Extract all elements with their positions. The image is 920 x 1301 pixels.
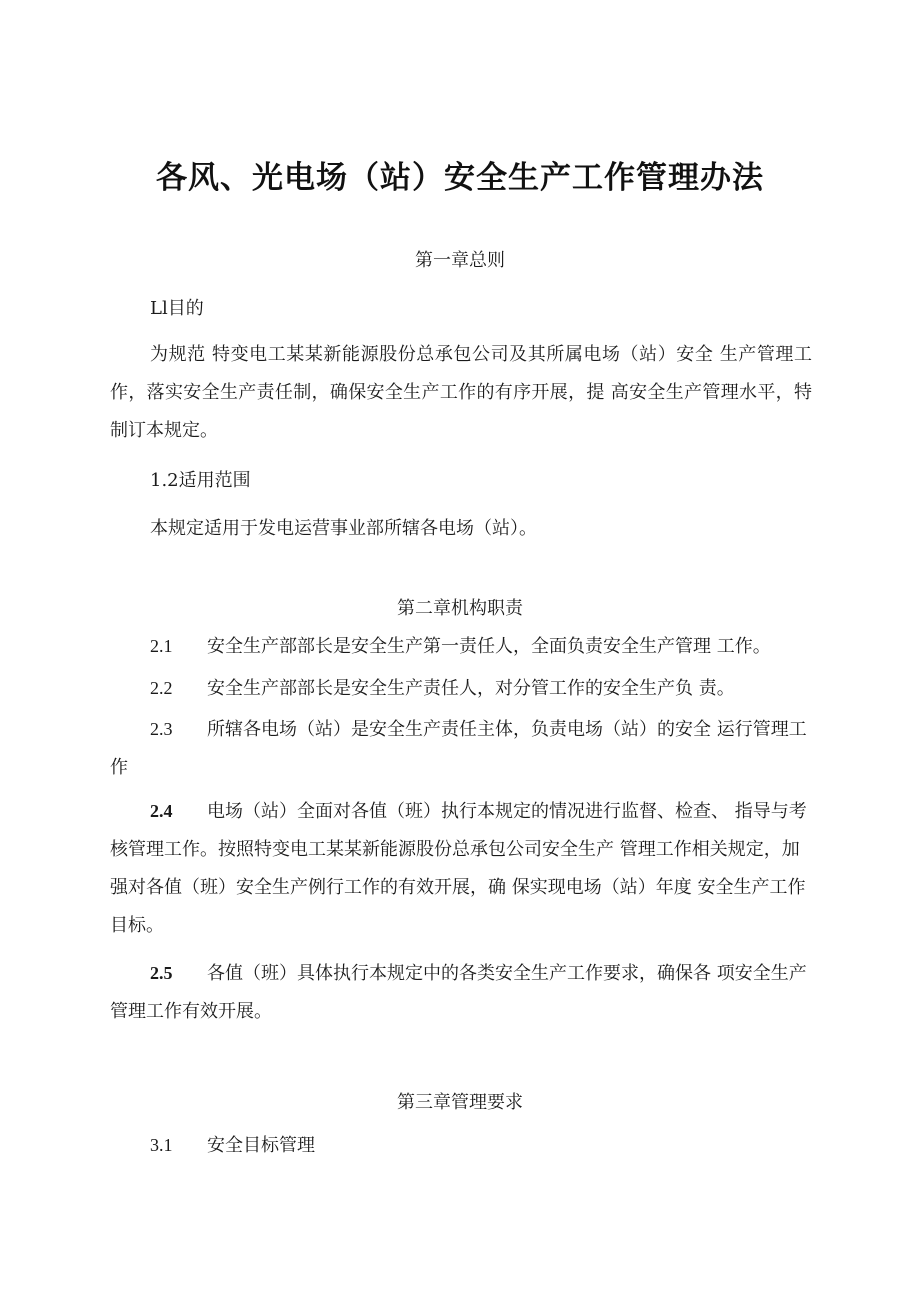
item-text: 安全目标管理 [207,1135,315,1156]
item-number: 2.4 [150,801,173,821]
document-title: 各风、光电场（站）安全生产工作管理办法 [156,160,764,196]
item-2-3 [110,710,815,787]
item-2-2 [110,669,815,708]
section-1-1-body: 为规范 特变电工某某新能源股份总承包公司及其所属电场（站）安全 生产管理工作，落实安全生产责任制，确保安全生产工作的有序开展，提 高安全生产管理水平，特制订本规定。 [110,344,812,441]
chapter-3-heading: 第三章管理要求 [397,1092,523,1113]
item-text: 电场（站）全面对各值（班）执行本规定的情况进行监督、检查、 指导与考核管理工作。按照特变电工某某新能源股份总承包公司安全生产 管理工作相关规定，加强对各值（班）安全生产例行工作的有效开展，确 保实现电场（站）年度 安全生产工作目标。 [110,801,807,936]
section-1-2-body: 本规定适用于发电运营事业部所辖各电场（站）。 [150,518,537,539]
section-1-2-heading: 1.2适用范围 [150,470,251,491]
section-1-1-heading: Ll目的 [150,298,204,319]
item-number: 2.1 [150,636,173,656]
chapter-2-heading: 第二章机构职责 [397,598,523,619]
item-3-1 [110,1126,815,1165]
item-text: 安全生产部部长是安全生产第一责任人，全面负责安全生产管理 工作。 [207,636,771,657]
chapter-1-heading: 第一章总则 [415,250,505,271]
item-number: 2.5 [150,963,173,983]
item-2-5 [110,954,815,1031]
item-number: 2.2 [150,678,173,698]
item-text: 安全生产部部长是安全生产责任人，对分管工作的安全生产负 责。 [207,678,735,699]
item-text: 所辖各电场（站）是安全生产责任主体，负责电场（站）的安全 运行管理工作 [110,719,807,778]
item-text: 各值（班）具体执行本规定中的各类安全生产工作要求，确保各 项安全生产管理工作有效开展。 [110,963,807,1022]
item-2-4 [110,792,815,945]
item-2-1 [110,627,815,666]
item-number: 3.1 [150,1135,173,1155]
item-number: 2.3 [150,719,173,739]
